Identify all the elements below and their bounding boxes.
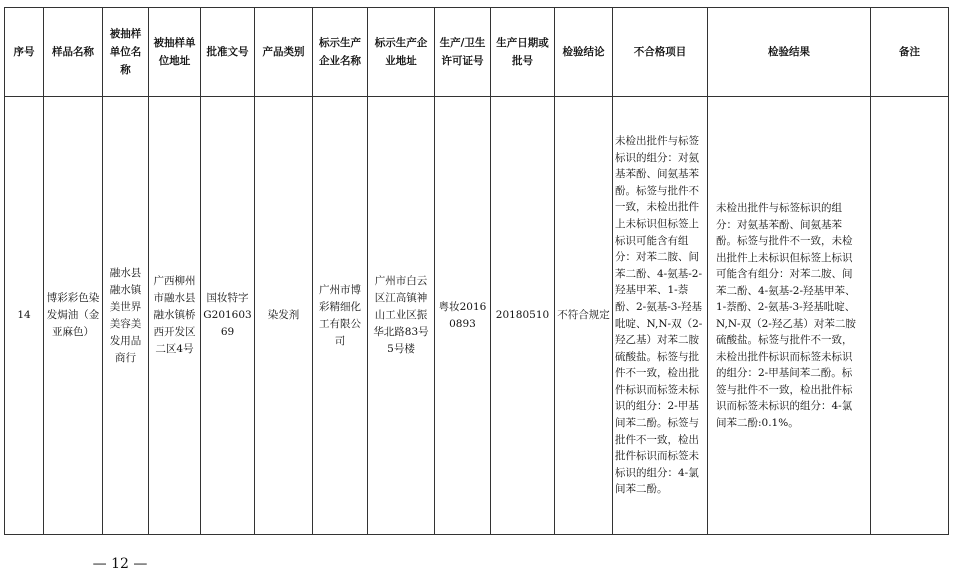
cell-sampled-unit-name: 融水县融水镇美世界美容美发用品商行 xyxy=(103,97,149,535)
cell-seq: 14 xyxy=(5,97,44,535)
cell-approval-no: 国妆特字G20160369 xyxy=(201,97,255,535)
header-remarks: 备注 xyxy=(871,8,949,97)
header-product-category: 产品类别 xyxy=(255,8,313,97)
header-approval-no: 批准文号 xyxy=(201,8,255,97)
header-manufacturer-name: 标示生产企业名称 xyxy=(313,8,368,97)
header-sampled-unit-name: 被抽样单位名称 xyxy=(103,8,149,97)
header-sampled-unit-address: 被抽样单位地址 xyxy=(149,8,201,97)
header-unqualified-items: 不合格项目 xyxy=(613,8,708,97)
cell-unqualified-items: 未检出批件与标签标识的组分：对氨基苯酚、间氨基苯酚。标签与批件不一致，未检出批件上未标识但标签上标识可能含有组分：对苯二胺、间苯二酚、4-氨基-2-羟基甲苯、1-萘酚、2-氨基-3-羟基吡啶、N,N-双（2-羟乙基）对苯二胺硫酸盐。标签与批件不一致，检出批件标识而标签未标识的组分：2-甲基间苯二酚。标签与批件不一致，检出批件标识而标签未标识的组分：4-氯间苯二酚。 xyxy=(613,97,708,535)
inspection-table xyxy=(4,7,949,535)
cell-product-name: 博彩彩色染发焗油（金亚麻色） xyxy=(44,97,103,535)
header-license-no: 生产/卫生许可证号 xyxy=(435,8,491,97)
table-row xyxy=(5,97,949,535)
header-product-name: 样品名称 xyxy=(44,8,103,97)
header-seq: 序号 xyxy=(5,8,44,97)
cell-license-no: 粤妆20160893 xyxy=(435,97,491,535)
table-header-row xyxy=(5,8,949,97)
cell-test-result: 未检出批件与标签标识的组分：对氨基苯酚、间氨基苯酚。标签与批件不一致，未检出批件上未标识但标签上标识可能含有组分：对苯二胺、间苯二酚、4-氨基-2-羟基甲苯、1-萘酚、2-氨基-3-羟基吡啶、N,N-双（2-羟乙基）对苯二胺硫酸盐。标签与批件不一致，未检出批件标识而标签未标识的组分：2-甲基间苯二酚。标签与批件不一致，检出批件标识而标签未标识的组分：4-氯间苯二酚:0.1%。 xyxy=(708,97,871,535)
cell-batch-no: 20180510 xyxy=(491,97,555,535)
cell-conclusion: 不符合规定 xyxy=(555,97,613,535)
cell-remarks xyxy=(871,97,949,535)
cell-manufacturer-name: 广州市博彩精细化工有限公司 xyxy=(313,97,368,535)
header-batch-no: 生产日期或批号 xyxy=(491,8,555,97)
header-test-result: 检验结果 xyxy=(708,8,871,97)
header-manufacturer-address: 标示生产企业地址 xyxy=(368,8,435,97)
header-conclusion: 检验结论 xyxy=(555,8,613,97)
page-number: — 12 — xyxy=(92,556,148,572)
cell-product-category: 染发剂 xyxy=(255,97,313,535)
cell-manufacturer-address: 广州市白云区江高镇神山工业区振华北路83号5号楼 xyxy=(368,97,435,535)
cell-sampled-unit-address: 广西柳州市融水县融水镇桥西开发区二区4号 xyxy=(149,97,201,535)
